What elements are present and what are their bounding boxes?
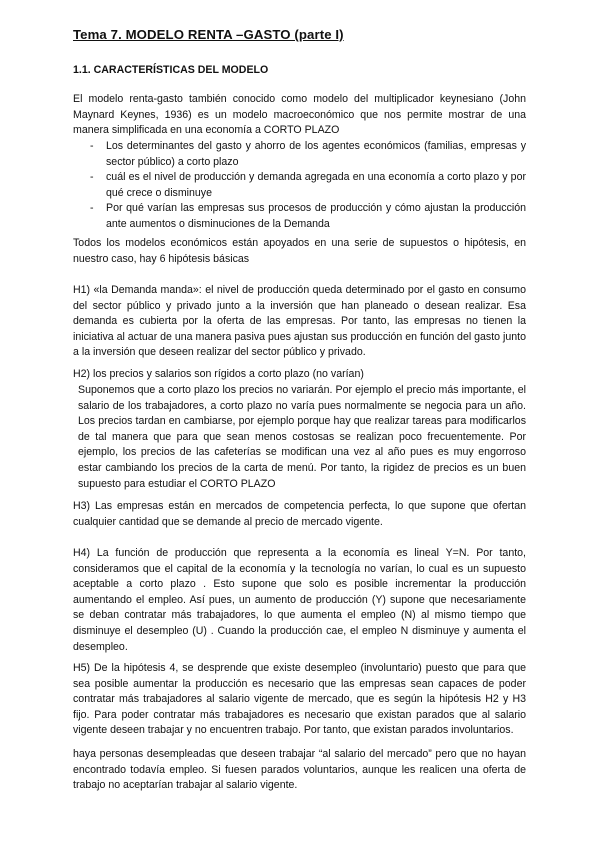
hypothesis-h4: H4) La función de producción que representa a la economía es lineal Y=N. Por tanto, consideramos que el capital de la economía y la tecnología no varían, lo cual es un supuesto aceptable a corto plazo . Esto supone que solo es posible incrementar la producción aumentando el empleo. Así pues, un aumento de producción (Y) supone que necesariamente se deban contratar más trabajadores, lo que aumenta el empleo (N) al mismo tiempo que disminuye el desempleo (U) . Cuando la producción cae, el empleo N disminuye y aumenta el desempleo. bbox=[73, 547, 526, 653]
bullet-text: Los determinantes del gasto y ahorro de los agentes económicos (familias, empresas y sector público) a corto plazo bbox=[106, 140, 526, 168]
list-item bbox=[73, 201, 526, 232]
bullet-dash: - bbox=[90, 171, 94, 184]
hypothesis-h5-continuation: haya personas desempleadas que deseen trabajar “al salario del mercado” pero que no hayan encontrado todavía empleo. Si fuesen parados voluntarios, aunque les realicen una oferta de trabajo no aceptarían trabajar al salario vigente. bbox=[73, 748, 526, 792]
section-heading: 1.1. CARACTERÍSTICAS DEL MODELO bbox=[73, 64, 269, 76]
hypothesis-h5: H5) De la hipótesis 4, se desprende que existe desempleo (involuntario) puesto que para que sea posible aumentar la producción es necesario que las empresas sean capaces de poder contratar más trabajadores al salario vigente de mercado, que es según la hipótesis H2 y H3 fijo. Para poder contratar más trabajadores es necesario que existan parados que al salario vigente deseen trabajar y no encuentren trabajo. Por tanto, que existan parados involuntarios. bbox=[73, 662, 526, 737]
supuestos-intro: Todos los modelos económicos están apoyados en una serie de supuestos o hipótesis, en nuestro caso, hay 6 hipótesis básicas bbox=[73, 237, 526, 265]
list-item bbox=[73, 170, 526, 201]
bullet-dash: - bbox=[90, 140, 94, 152]
hypothesis-h2-title: H2) los precios y salarios son rígidos a corto plazo (no varían) bbox=[73, 368, 364, 380]
bullet-list bbox=[73, 139, 526, 233]
bullet-dash: - bbox=[90, 202, 94, 215]
hypothesis-h2-body: Suponemos que a corto plazo los precios no variarán. Por ejemplo el precio más importante, el salario de los trabajadores, a corto plazo no varía pues normalmente se negocia para un año. Los precios tardan en cambiarse, por ejemplo porque hay que realizar tareas para modificarlos de tal manera que para que sean menos costosas se realizan poco frecuentemente. Por ejemplo, los precios de las cafeterías se modifican una vez al año pues es muy engorroso estar cambiando los precios de la carta de menú. Por tanto, la rigidez de precios es un buen supuesto para estudiar el CORTO PLAZO bbox=[78, 384, 526, 490]
hypothesis-h1: H1) «la Demanda manda»: el nivel de producción queda determinado por el gasto en consumo del sector público y privado junto a la inversión que han planeado o desean realizar. Esa demanda es cubierta por la oferta de las empresas. Por tanto, las empresas no tienen la iniciativa al actuar de una manera pasiva pues ajustan sus producción en función del gasto junto a la inversión que deseen realizar del sector público y privado. bbox=[73, 284, 526, 359]
document-title: Tema 7. MODELO RENTA –GASTO (parte I) bbox=[73, 27, 344, 42]
bullet-text: Por qué varían las empresas sus procesos de producción y cómo ajustan la producción ante aumentos o disminuciones de la Demanda bbox=[106, 202, 526, 230]
intro-paragraph: El modelo renta-gasto también conocido como modelo del multiplicador keynesiano (John Maynard Keynes, 1936) es un modelo macroeconómico que nos permite mostrar de una manera simplificada en una economía a CORTO PLAZO bbox=[73, 93, 526, 137]
hypothesis-h3: H3) Las empresas están en mercados de competencia perfecta, lo que supone que ofertan cualquier cantidad que se demande al precio de mercado vigente. bbox=[73, 500, 526, 528]
list-item bbox=[73, 139, 526, 170]
bullet-text: cuál es el nivel de producción y demanda agregada en una economía a corto plazo y por qué crece o disminuye bbox=[106, 171, 526, 199]
